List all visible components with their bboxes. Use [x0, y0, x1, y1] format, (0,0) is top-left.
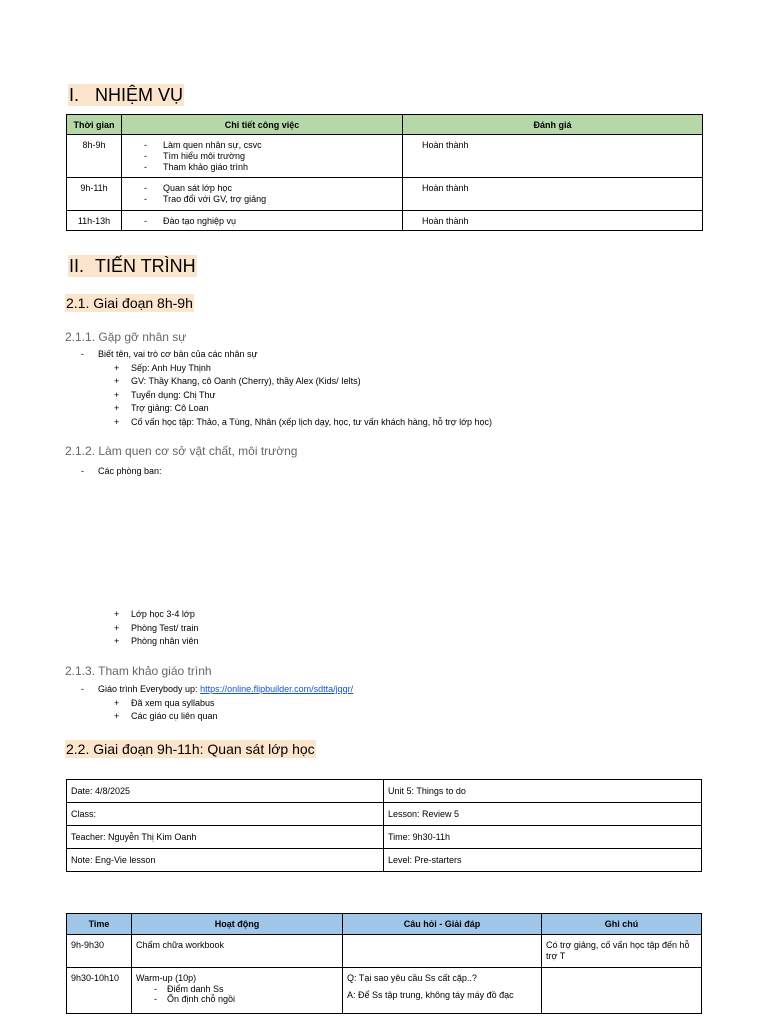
time-cell: 9h30-10h10	[67, 968, 132, 1014]
table-row	[67, 826, 702, 849]
list-item: - Quan sát lớp học	[126, 183, 398, 194]
info-cell: Note: Eng-Vie lesson	[67, 849, 384, 872]
note-cell: Có trợ giảng, cố vấn học tập đến hỗ trợ T	[542, 935, 702, 968]
column-header: Chi tiết công việc	[122, 115, 403, 135]
curriculum-list	[0, 683, 768, 724]
activity-cell	[132, 968, 343, 1014]
table-row	[67, 935, 702, 968]
table-row	[67, 968, 702, 1014]
evaluation-cell: Hoàn thành	[403, 135, 703, 178]
list-item: + Phòng nhân viên	[0, 635, 768, 649]
table-row	[67, 803, 702, 826]
list-item: + Phòng Test/ train	[0, 622, 768, 636]
info-cell: Time: 9h30-11h	[384, 826, 702, 849]
column-header: Ghi chú	[542, 914, 702, 935]
table-row	[67, 849, 702, 872]
tasks-table	[66, 114, 703, 231]
info-cell: Teacher: Nguyễn Thị Kim Oanh	[67, 826, 384, 849]
table-row	[67, 135, 703, 178]
list-item: + Tuyển dụng: Chị Thư	[0, 389, 768, 403]
note-cell	[542, 968, 702, 1014]
info-cell: Class:	[67, 803, 384, 826]
details-cell	[122, 178, 403, 211]
list-item: + Trợ giảng: Cô Loan	[0, 402, 768, 416]
column-header: Thời gian	[67, 115, 122, 135]
column-header: Time	[67, 914, 132, 935]
section-number: II.	[69, 256, 85, 276]
list-item: + Sếp: Anh Huy Thịnh	[0, 362, 768, 376]
section-heading-tasks	[68, 84, 184, 106]
list-item: - Điểm danh Ss	[136, 984, 338, 994]
list-item: + Lớp học 3-4 lớp	[0, 608, 768, 622]
curriculum-label: Giáo trình Everybody up:	[98, 684, 201, 694]
table-row	[67, 780, 702, 803]
info-cell: Level: Pre-starters	[384, 849, 702, 872]
subsection-heading-2-1: 2.1. Giai đoạn 8h-9h	[66, 295, 193, 311]
subsection-heading-2-1-2: 2.1.2. Làm quen cơ sở vật chất, môi trường	[65, 444, 298, 458]
table-header-row	[67, 115, 703, 135]
time-cell: 9h-11h	[67, 178, 122, 211]
table-row	[67, 211, 703, 231]
list-item	[0, 683, 768, 697]
activity-cell: Chấm chữa workbook	[132, 935, 343, 968]
list-item: - Tham khảo giáo trình	[126, 162, 398, 173]
section-title: TIẾN TRÌNH	[95, 256, 196, 276]
activity-title: Warm-up (10p)	[136, 973, 197, 983]
qa-cell	[343, 968, 542, 1014]
column-header: Hoạt động	[132, 914, 343, 935]
column-header: Đánh giá	[403, 115, 703, 135]
list-item: - Ổn định chỗ ngồi	[136, 994, 338, 1004]
list-item: - Các phòng ban:	[0, 465, 768, 479]
list-item: + Các giáo cụ liên quan	[0, 710, 768, 724]
list-item: + Cố vấn học tập: Thảo, a Tùng, Nhân (xếp lịch dạy, học, tư vấn khách hàng, hỗ trợ lớp học)	[0, 416, 768, 430]
list-item: - Trao đổi với GV, trợ giảng	[126, 194, 398, 205]
list-item: - Tìm hiểu môi trường	[126, 151, 398, 162]
info-cell: Date: 4/8/2025	[67, 780, 384, 803]
details-cell	[122, 135, 403, 178]
staff-list	[0, 348, 768, 429]
section-heading-progress	[68, 255, 197, 277]
column-header: Câu hỏi - Giải đáp	[343, 914, 542, 935]
list-item: - Đào tạo nghiệp vụ	[126, 216, 398, 227]
curriculum-link[interactable]: https://online.flipbuilder.com/sdtta/jqqr/	[200, 684, 354, 694]
subsection-heading-2-1-3: 2.1.3. Tham khảo giáo trình	[65, 664, 212, 678]
section-title: NHIỆM VỤ	[95, 85, 184, 105]
time-cell: 11h-13h	[67, 211, 122, 231]
list-item: + GV: Thầy Khang, cô Oanh (Cherry), thầy Alex (Kids/ Ielts)	[0, 375, 768, 389]
lesson-info-table	[66, 779, 702, 872]
table-header-row	[67, 914, 702, 935]
list-item: + Đã xem qua syllabus	[0, 697, 768, 711]
subsection-heading-2-2: 2.2. Giai đoạn 9h-11h: Quan sát lớp học	[66, 741, 315, 757]
departments-list	[0, 608, 768, 649]
subsection-heading-2-1-1: 2.1.1. Gặp gỡ nhân sự	[65, 330, 187, 344]
details-cell	[122, 211, 403, 231]
time-cell: 8h-9h	[67, 135, 122, 178]
section-number: I.	[69, 85, 80, 105]
list-item: - Làm quen nhân sự, csvc	[126, 140, 398, 151]
question-text: Q: Tại sao yêu cầu Ss cất cặp..?	[347, 973, 477, 983]
list-item: - Biết tên, vai trò cơ bản của các nhân sự	[0, 348, 768, 362]
evaluation-cell: Hoàn thành	[403, 211, 703, 231]
activity-table	[66, 913, 702, 1014]
info-cell: Lesson: Review 5	[384, 803, 702, 826]
table-row	[67, 178, 703, 211]
qa-cell	[343, 935, 542, 968]
evaluation-cell: Hoàn thành	[403, 178, 703, 211]
departments-lead	[0, 465, 768, 479]
time-cell: 9h-9h30	[67, 935, 132, 968]
answer-text: A: Để Ss tập trung, không táy máy đồ đạc	[347, 990, 514, 1000]
info-cell: Unit 5: Things to do	[384, 780, 702, 803]
